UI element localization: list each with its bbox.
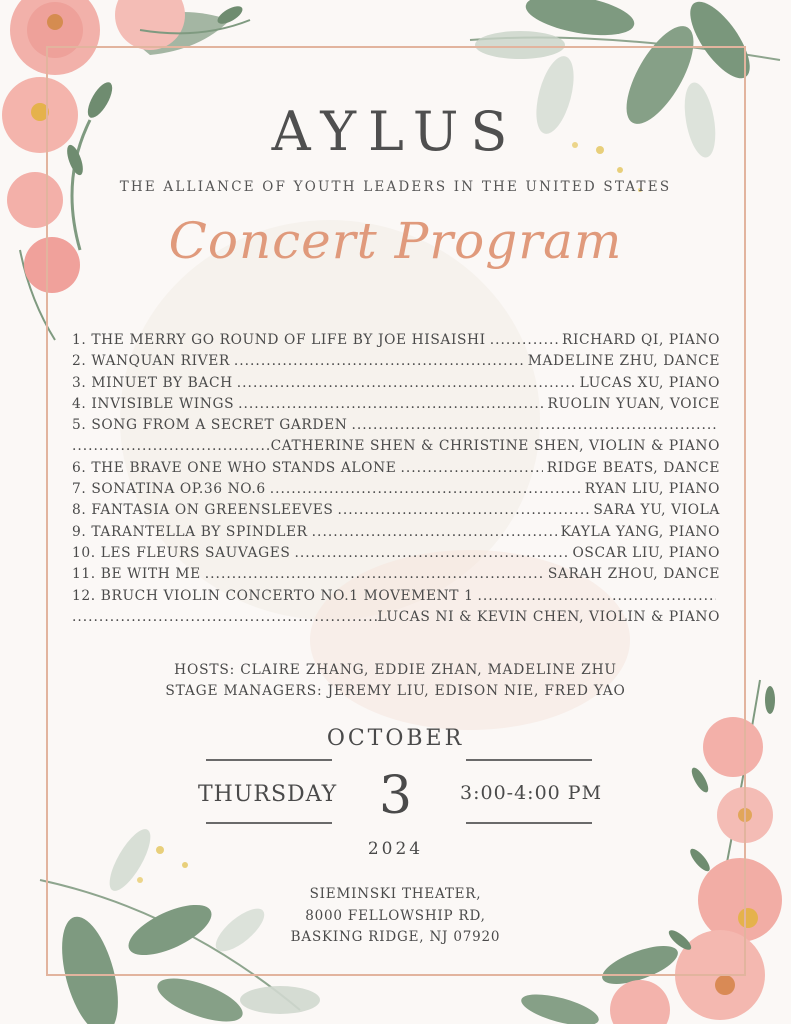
piece-title: 6. THE BRAVE ONE WHO STANDS ALONE bbox=[72, 459, 397, 476]
dot-leader bbox=[351, 415, 716, 436]
dot-leader bbox=[237, 373, 576, 394]
org-full-name: THE ALLIANCE OF YOUTH LEADERS IN THE UNITED STATES bbox=[119, 179, 672, 195]
piece-title: 10. LES FLEURS SAUVAGES bbox=[72, 544, 291, 561]
program-item bbox=[72, 607, 720, 628]
dot-leader bbox=[294, 543, 568, 564]
event-time: 3:00-4:00 PM bbox=[460, 782, 603, 804]
program-item bbox=[72, 415, 720, 436]
divider-line bbox=[206, 759, 332, 761]
piece-title: 3. MINUET BY BACH bbox=[72, 374, 233, 391]
event-weekday: THURSDAY bbox=[198, 782, 338, 807]
performer: KAYLA YANG, PIANO bbox=[560, 523, 720, 540]
event-month: OCTOBER bbox=[326, 726, 465, 751]
program-item bbox=[72, 564, 720, 585]
program-item bbox=[72, 522, 720, 543]
piece-title: 12. BRUCH VIOLIN CONCERTO NO.1 MOVEMENT 1 bbox=[72, 587, 474, 604]
program-item bbox=[72, 500, 720, 521]
dot-leader bbox=[234, 351, 524, 372]
dot-leader bbox=[238, 394, 543, 415]
program-item bbox=[72, 543, 720, 564]
piece-title: 2. WANQUAN RIVER bbox=[72, 353, 230, 370]
dot-leader bbox=[400, 458, 542, 479]
performer: SARAH ZHOU, DANCE bbox=[547, 566, 720, 583]
org-title: AYLUS bbox=[271, 100, 520, 163]
piece-title: 11. BE WITH ME bbox=[72, 566, 201, 583]
venue-address bbox=[0, 884, 791, 949]
event-day: 3 bbox=[378, 766, 413, 826]
performer: RIDGE BEATS, DANCE bbox=[546, 459, 720, 476]
piece-title: 5. SONG FROM A SECRET GARDEN bbox=[72, 417, 348, 434]
performer: RUOLIN YUAN, VOICE bbox=[547, 395, 720, 412]
credits bbox=[0, 660, 791, 702]
performer: CATHERINE SHEN & CHRISTINE SHEN, VIOLIN & PIANO bbox=[270, 438, 720, 455]
performer: RYAN LIU, PIANO bbox=[584, 481, 720, 498]
performer: LUCAS NI & KEVIN CHEN, VIOLIN & PIANO bbox=[377, 608, 720, 625]
divider-line bbox=[206, 822, 332, 824]
divider-line bbox=[466, 759, 592, 761]
program-list bbox=[72, 330, 720, 628]
venue-line: 8000 FELLOWSHIP RD, bbox=[305, 907, 486, 924]
program-item bbox=[72, 479, 720, 500]
piece-title: 4. INVISIBLE WINGS bbox=[72, 395, 235, 412]
dot-leader bbox=[337, 500, 589, 521]
piece-title: 8. FANTASIA ON GREENSLEEVES bbox=[72, 502, 334, 519]
dot-leader bbox=[477, 586, 716, 607]
stage-managers-line: STAGE MANAGERS: JEREMY LIU, EDISON NIE, FRED YAO bbox=[165, 683, 626, 699]
hosts-line: HOSTS: CLAIRE ZHANG, EDDIE ZHAN, MADELINE ZHU bbox=[174, 662, 617, 678]
performer: SARA YU, VIOLA bbox=[593, 502, 720, 519]
performer: MADELINE ZHU, DANCE bbox=[527, 353, 720, 370]
program-item bbox=[72, 351, 720, 372]
program-item bbox=[72, 458, 720, 479]
event-year: 2024 bbox=[367, 839, 424, 859]
performer: LUCAS XU, PIANO bbox=[579, 374, 720, 391]
dot-leader bbox=[490, 330, 558, 351]
dot-leader bbox=[270, 479, 581, 500]
program-item bbox=[72, 394, 720, 415]
piece-title: 7. SONATINA OP.36 NO.6 bbox=[72, 481, 266, 498]
program-item bbox=[72, 586, 720, 607]
dot-leader bbox=[312, 522, 557, 543]
dot-leader bbox=[72, 607, 377, 628]
performer: OSCAR LIU, PIANO bbox=[572, 544, 720, 561]
dot-leader bbox=[205, 564, 544, 585]
concert-program-title: Concert Program bbox=[168, 212, 623, 270]
dot-leader bbox=[72, 436, 271, 457]
divider-line bbox=[466, 822, 592, 824]
program-item bbox=[72, 436, 720, 457]
piece-title: 9. TARANTELLA BY SPINDLER bbox=[72, 523, 308, 540]
program-item bbox=[72, 330, 720, 351]
piece-title: 1. THE MERRY GO ROUND OF LIFE BY JOE HISAISHI bbox=[72, 332, 486, 348]
venue-line: SIEMINSKI THEATER, bbox=[309, 886, 482, 902]
program-item bbox=[72, 373, 720, 394]
venue-line: BASKING RIDGE, NJ 07920 bbox=[290, 929, 501, 945]
performer: RICHARD QI, PIANO bbox=[561, 332, 720, 348]
